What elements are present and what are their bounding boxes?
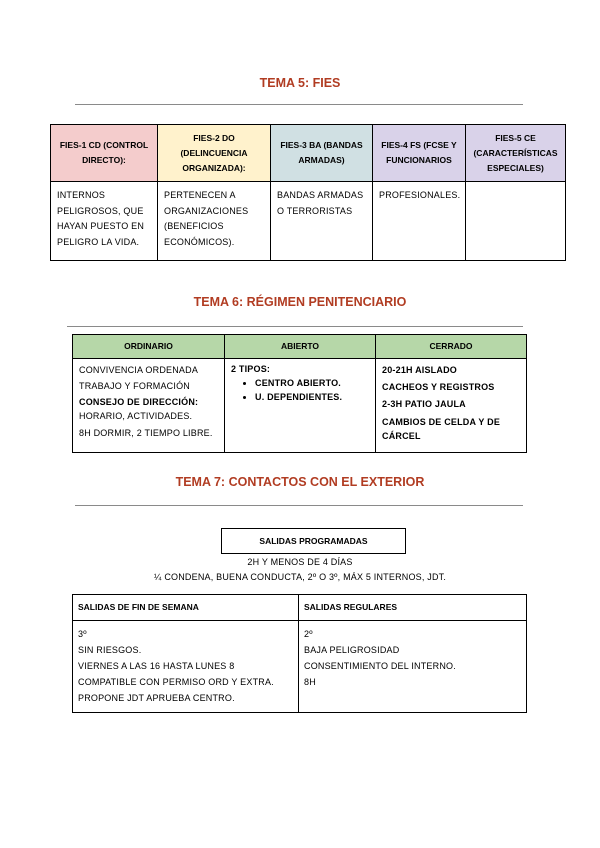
tema6-divider — [67, 326, 523, 327]
cerrado-line: 20-21H AISLADO — [382, 365, 457, 375]
fies-1-header: FIES-1 CD (CONTROL DIRECTO): — [51, 125, 158, 182]
regulares-line: 2º — [304, 629, 313, 639]
fin-semana-line: COMPATIBLE CON PERMISO ORD Y EXTRA. — [78, 677, 274, 687]
fies-5-cell — [466, 182, 566, 261]
fies-header-row — [51, 125, 566, 182]
cerrado-header: CERRADO — [376, 335, 527, 359]
regimen-body-row — [73, 359, 527, 453]
fin-semana-line: 3º — [78, 629, 87, 639]
fin-semana-line: SIN RIESGOS. — [78, 645, 142, 655]
salidas-body-row — [73, 621, 527, 713]
tema6-title: TEMA 6: RÉGIMEN PENITENCIARIO — [193, 295, 407, 309]
cerrado-line: CAMBIOS DE CELDA Y DE CÁRCEL — [382, 417, 501, 441]
abierto-header: ABIERTO — [225, 335, 376, 359]
fies-2-cell: PERTENECEN A ORGANIZACIONES (BENEFICIOS ECONÓMICOS). — [158, 182, 271, 261]
fies-4-cell: PROFESIONALES. — [373, 182, 466, 261]
fies-5-header: FIES-5 CE (CARACTERÍSTICAS ESPECIALES) — [466, 125, 566, 182]
cerrado-line: CACHEOS Y REGISTROS — [382, 382, 495, 392]
fies-table — [50, 124, 566, 261]
ordinario-line: CONVIVENCIA ORDENADA — [79, 365, 199, 375]
ordinario-header: ORDINARIO — [73, 335, 225, 359]
abierto-cell — [225, 359, 376, 453]
salidas-header-row — [73, 595, 527, 621]
regulares-line: 8H — [304, 677, 316, 687]
abierto-item: • U. DEPENDIENTES. — [255, 390, 369, 404]
fin-semana-header: SALIDAS DE FIN DE SEMANA — [73, 595, 299, 621]
ordinario-line: HORARIO, ACTIVIDADES. — [79, 411, 193, 421]
tema7-divider — [75, 505, 523, 506]
abierto-list — [231, 376, 369, 404]
fies-3-header: FIES-3 BA (BANDAS ARMADAS) — [271, 125, 373, 182]
regimen-header-row — [73, 335, 527, 359]
fies-1-cell: INTERNOS PELIGROSOS, QUE HAYAN PUESTO EN PELIGRO LA VIDA. — [51, 182, 158, 261]
abierto-item: • CENTRO ABIERTO. — [255, 376, 369, 390]
salidas-programadas-box: SALIDAS PROGRAMADAS — [221, 528, 406, 554]
cerrado-line: 2-3H PATIO JAULA — [382, 399, 466, 409]
regulares-header: SALIDAS REGULARES — [299, 595, 527, 621]
tema5-divider — [75, 104, 523, 105]
fies-4-header: FIES-4 FS (FCSE Y FUNCIONARIOS — [373, 125, 466, 182]
salidas-table — [72, 594, 527, 713]
fin-semana-cell — [73, 621, 299, 713]
regulares-cell — [299, 621, 527, 713]
fies-body-row — [51, 182, 566, 261]
abierto-label: 2 TIPOS: — [231, 364, 271, 374]
cerrado-cell — [376, 359, 527, 453]
tema5-title: TEMA 5: FIES — [259, 76, 341, 90]
salidas-line: 2H Y MENOS DE 4 DÍAS — [247, 557, 353, 567]
regulares-line: CONSENTIMIENTO DEL INTERNO. — [304, 661, 456, 671]
fies-2-header: FIES-2 DO (DELINCUENCIA ORGANIZADA): — [158, 125, 271, 182]
tema7-title: TEMA 7: CONTACTOS CON EL EXTERIOR — [175, 475, 425, 489]
fin-semana-line: PROPONE JDT APRUEBA CENTRO. — [78, 693, 235, 703]
ordinario-line: 8H DORMIR, 2 TIEMPO LIBRE. — [79, 428, 213, 438]
fin-semana-line: VIERNES A LAS 16 HASTA LUNES 8 — [78, 661, 235, 671]
fies-3-cell: BANDAS ARMADAS O TERRORISTAS — [271, 182, 373, 261]
consejo-label: CONSEJO DE DIRECCIÓN: — [79, 397, 199, 407]
ordinario-cell — [73, 359, 225, 453]
regulares-line: BAJA PELIGROSIDAD — [304, 645, 400, 655]
ordinario-line: TRABAJO Y FORMACIÓN — [79, 381, 190, 391]
salidas-line: ¼ CONDENA, BUENA CONDUCTA, 2º O 3º, MÁX 5 INTERNOS, JDT. — [153, 572, 447, 582]
regimen-table — [72, 334, 527, 453]
